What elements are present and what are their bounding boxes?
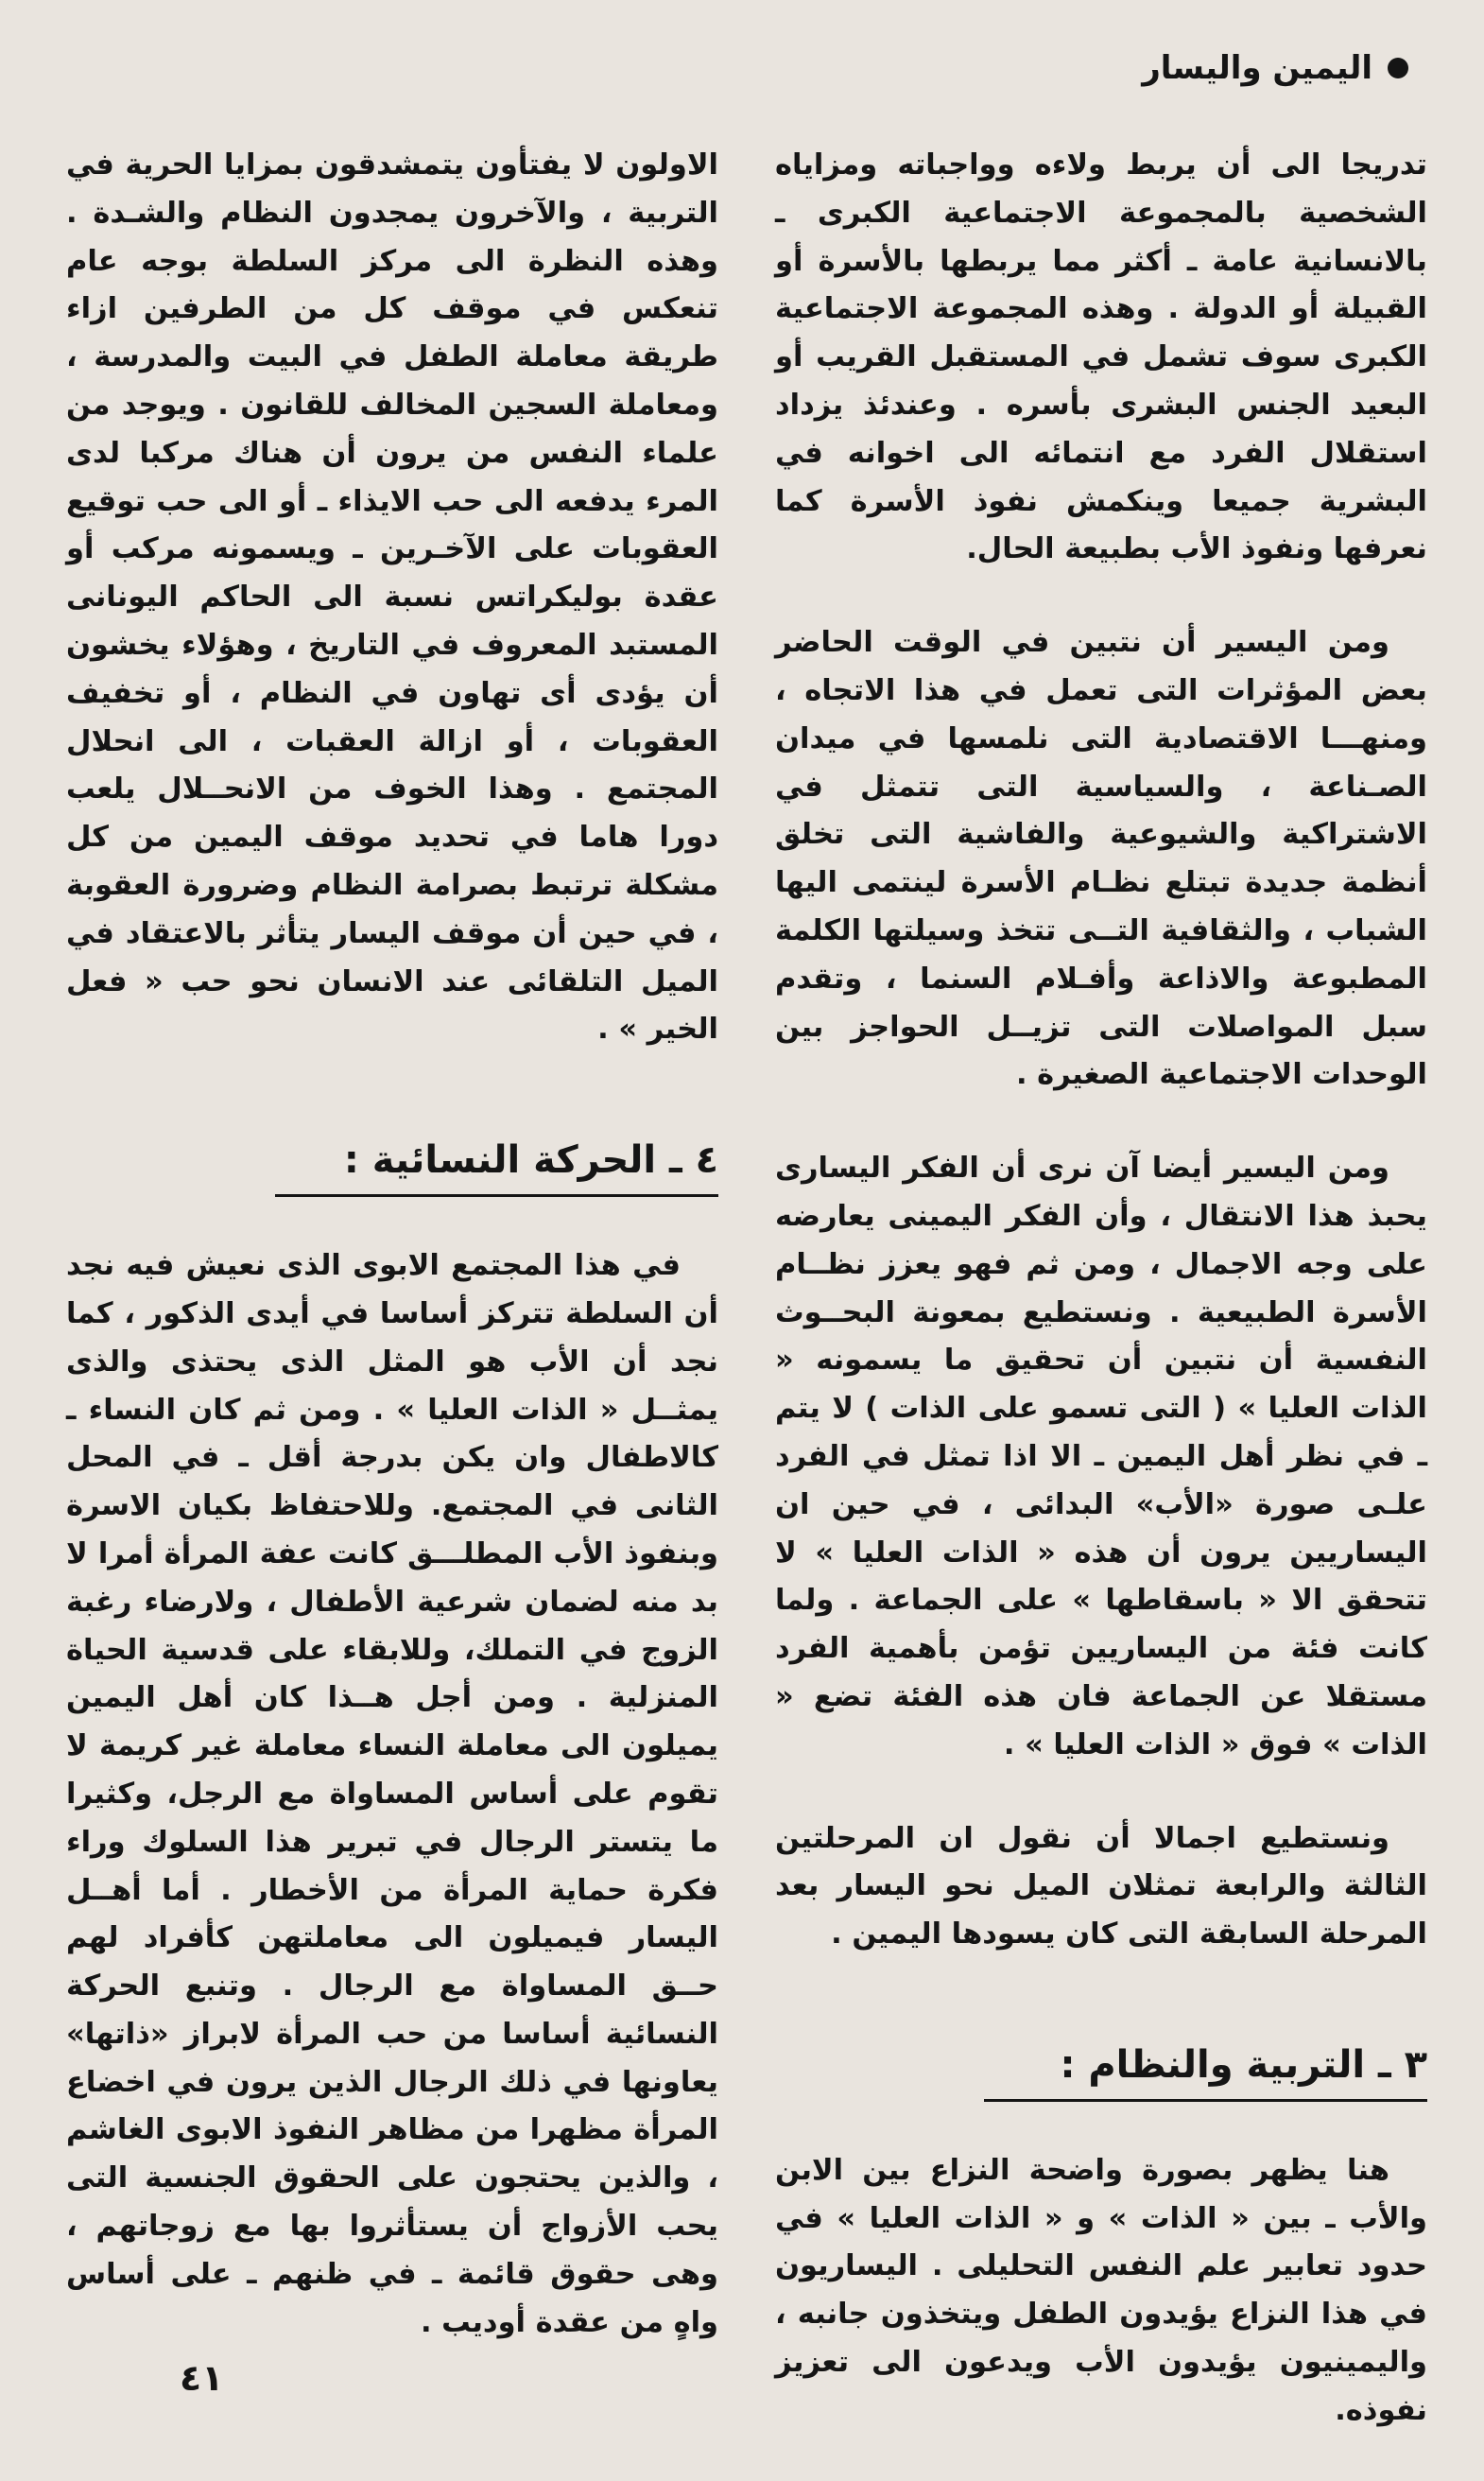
running-header bbox=[1142, 49, 1408, 87]
paragraph: تدريجا الى أن يربط ولاءه وواجباته ومزاياه الشخصية بالمجموعة الاجتماعية الكبرى ـ بالانسانية عامة ـ أكثر مما يربطها بالأسرة أو القبيلة أو الدولة . وهذه المجموعة الاجتماعية الكبرى سوف تشمل في المستقبل القريب أو البعيد الجنس البشرى بأسره . وعندئذ يزداد استقلال الفرد مع انتمائه الى اخوانه في البشرية جميعا وينكمش نفوذ الأسرة كما نعرفها ونفوذ الأب بطبيعة الحال. bbox=[775, 148, 1427, 566]
paragraph: هنا يظهر بصورة واضحة النزاع بين الابن والأب ـ بين « الذات » و « الذات العليا » في حدود تعابير علم النفس التحليلى . اليساريون في هذا النزاع يؤيدون الطفل ويتخذون جانبه ، واليمينيون يؤيدون الأب ويدعون الى تعزيز نفوذه. bbox=[775, 2153, 1427, 2427]
page-number: ٤١ bbox=[180, 2357, 224, 2399]
bullet-icon bbox=[1388, 58, 1408, 78]
paragraph: الاولون لا يفتأون يتمشدقون بمزايا الحرية في التربية ، والآخرون يمجدون النظام والشـدة . وهذه النظرة الى مركز السلطة بوجه عام تنعكس في موقف كل من الطرفين ازاء طريقة معاملة الطفل في البيت والمدرسة ، ومعاملة السجين المخالف للقانون . ويوجد من علماء النفس من يرون أن هناك مركبا لدى المرء يدفعه الى حب الايذاء ـ أو الى حب توقيع العقوبات على الآخـرين ـ ويسمونه مركب أو عقدة بوليكراتس نسبة الى الحاكم اليونانى المستبد المعروف في التاريخ ، وهؤلاء يخشون أن يؤدى أى تهاون في النظام ، أو تخفيف العقوبات ، أو ازالة العقبات ، الى انحلال المجتمع . وهذا الخوف من الانحــلال يلعب دورا هاما في تحديد موقف اليمين من كل مشكلة ترتبط بصرامة النظام وضرورة العقوبة ، في حين أن موقف اليسار يتأثر بالاعتقاد في الميل التلقائى عند الانسان نحو حب « فعل الخير » . bbox=[66, 148, 718, 1047]
right-column bbox=[775, 142, 1427, 2481]
paragraph: ومن اليسير أيضا آن نرى أن الفكر اليسارى يحبذ هذا الانتقال ، وأن الفكر اليمينى يعارضه على وجه الاجمال ، ومن ثم فهو يعزز نظــام الأسرة الطبيعية . ونستطيع بمعونة البحــوث النفسية أن نتبين أن تحقيق ما يسمونه « الذات العليا » ( التى تسمو على الذات ) لا يتم ـ في نظر أهل اليمين ـ الا اذا تمثل في الفرد علـى صورة «الأب» البدائى ، في حين ان اليساريين يرون أن هذه « الذات العليا » لا تتحقق الا « باسقاطها » على الجماعة . ولما كانت فئة من اليساريين تؤمن بأهمية الفرد مستقلا عن الجماعة فان هذه الفئة تضع « الذات » فوق « الذات العليا » . bbox=[775, 1152, 1427, 1761]
paragraph: في هذا المجتمع الابوى الذى نعيش فيه نجد أن السلطة تتركز أساسا في أيدى الذكور ، كما نجد أن الأب هو المثل الذى يحتذى والذى يمثــل « الذات العليا » . ومن ثم كان النساء ـ كالاطفال وان يكن بدرجة أقل ـ في المحل الثانى في المجتمع. وللاحتفاظ بكيان الاسرة وبنفوذ الأب المطلـــق كانت عفة المرأة أمرا لا بد منه لضمان شرعية الأطفال ، ولارضاء رغبة الزوج في التملك، وللابقاء على قدسية الحياة المنزلية . ومن أجل هــذا كان أهل اليمين يميلون الى معاملة النساء معاملة غير كريمة لا تقوم على أساس المساواة مع الرجل، وكثيرا ما يتستر الرجال في تبرير هذا السلوك وراء فكرة حماية المرأة من الأخطار . أما أهــل اليسار فيميلون الى معاملتهن كأفراد لهم حــق المساواة مع الرجال . وتنبع الحركة النسائية أساسا من حب المرأة لابراز «ذاتها» يعاونها في ذلك الرجال الذين يرون في اخضاع المرأة مظهرا من مظاهر النفوذ الابوى الغاشم ، والذين يحتجون على الحقوق الجنسية التى يحب الأزواج أن يستأثروا بها مع زوجاتهم ، وهى حقوق قائمة ـ في ظنهم ـ على أساس واهٍ من عقدة أوديب . bbox=[66, 1249, 718, 2339]
left-column bbox=[66, 142, 718, 2392]
paragraph: ومن اليسير أن نتبين في الوقت الحاضر بعض المؤثرات التى تعمل في هذا الاتجاه ، ومنهـــا الاقتصادية التى نلمسها في ميدان الصـناعة ، والسياسية التى تتمثل في الاشتراكية والشيوعية والفاشية التى تخلق أنظمة جديدة تبتلع نظـام الأسرة لينتمى اليها الشباب ، والثقافية التــى تتخذ وسيلتها الكلمة المطبوعة والاذاعة وأفـلام السنما ، وتقدم سبل المواصلات التى تزيــل الحواجز بين الوحدات الاجتماعية الصغيرة . bbox=[775, 626, 1427, 1092]
paragraph: ونستطيع اجمالا أن نقول ان المرحلتين الثالثة والرابعة تمثلان الميل نحو اليسار بعد المرحلة السابقة التى كان يسودها اليمين . bbox=[775, 1821, 1427, 1952]
section-heading-education: ٣ ـ التربية والنظام : bbox=[984, 2039, 1427, 2102]
section-heading-feminism: ٤ ـ الحركة النسائية : bbox=[275, 1134, 718, 1197]
running-header-title: اليمين واليسار bbox=[1142, 49, 1372, 87]
